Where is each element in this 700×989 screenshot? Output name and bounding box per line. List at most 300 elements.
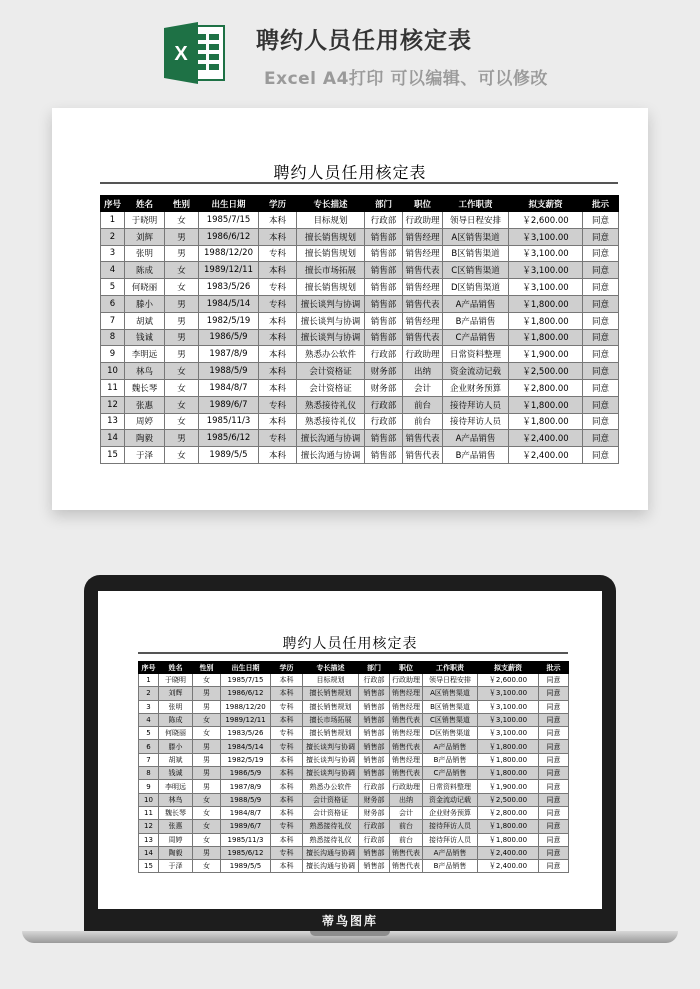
table-cell: 专科 (259, 396, 297, 413)
table-cell: 同意 (583, 430, 619, 447)
table-cell: 1988/5/9 (221, 793, 271, 806)
table-cell: 销售代表 (403, 329, 443, 346)
table-cell: 1983/5/26 (199, 279, 259, 296)
table-cell: ￥2,600.00 (478, 674, 539, 687)
column-header: 批示 (539, 662, 569, 674)
table-cell: 同意 (539, 700, 569, 713)
table-cell: 会计资格证 (297, 363, 365, 380)
column-header: 姓名 (159, 662, 193, 674)
table-cell: 同意 (583, 413, 619, 430)
table-cell: B产品销售 (443, 447, 509, 464)
table-cell: 销售代表 (403, 295, 443, 312)
table-row (101, 228, 619, 245)
table-cell: 魏长琴 (159, 806, 193, 819)
table-cell: 同意 (583, 346, 619, 363)
table-cell: 1989/5/5 (221, 860, 271, 873)
page-header (0, 0, 700, 100)
table-cell: 12 (101, 396, 125, 413)
table-cell: 销售部 (359, 713, 390, 726)
table-cell: 销售代表 (390, 740, 423, 753)
table-cell: 2 (101, 228, 125, 245)
table-cell: 本科 (259, 212, 297, 229)
table-cell: 男 (165, 329, 199, 346)
table-row (101, 262, 619, 279)
table-cell: 本科 (259, 228, 297, 245)
table-cell: 1985/6/12 (199, 430, 259, 447)
table-cell: 1983/5/26 (221, 727, 271, 740)
table-cell: 擅长沟通与协调 (303, 846, 359, 859)
column-header: 性别 (193, 662, 221, 674)
table-cell: 接待拜访人员 (443, 396, 509, 413)
table-cell: 销售部 (365, 295, 403, 312)
table-cell: 本科 (259, 413, 297, 430)
table-cell: 1987/8/9 (199, 346, 259, 363)
table-cell: 同意 (583, 447, 619, 464)
table-cell: 专科 (259, 245, 297, 262)
table-cell: 会计资格证 (297, 379, 365, 396)
table-row (101, 346, 619, 363)
table-cell: 女 (165, 447, 199, 464)
table-cell: 擅长销售规划 (303, 687, 359, 700)
table-cell: B产品销售 (443, 312, 509, 329)
table-cell: 同意 (539, 833, 569, 846)
table-cell: 1989/6/7 (199, 396, 259, 413)
table-cell: 出纳 (390, 793, 423, 806)
column-header: 拟支薪资 (509, 196, 583, 212)
table-cell: ￥3,100.00 (478, 713, 539, 726)
table-cell: 专科 (259, 279, 297, 296)
table-cell: 本科 (259, 379, 297, 396)
table-cell: 销售经理 (403, 279, 443, 296)
table-cell: 13 (139, 833, 159, 846)
table-cell: 销售部 (365, 430, 403, 447)
table-cell: 张惠 (159, 820, 193, 833)
table-cell: 销售代表 (403, 262, 443, 279)
table-cell: 同意 (539, 820, 569, 833)
table-cell: 同意 (539, 846, 569, 859)
table-cell: 同意 (583, 396, 619, 413)
table-cell: 销售经理 (390, 700, 423, 713)
table-cell: 1989/5/5 (199, 447, 259, 464)
column-header: 序号 (139, 662, 159, 674)
table-cell: ￥1,800.00 (478, 820, 539, 833)
column-header: 职位 (390, 662, 423, 674)
table-row (139, 727, 569, 740)
brand-label: 蒂鸟图库 (321, 914, 378, 928)
table-cell: 专科 (271, 700, 303, 713)
table-cell: 男 (193, 767, 221, 780)
table-cell: 同意 (539, 713, 569, 726)
table-cell: 擅长销售规划 (303, 700, 359, 713)
table-cell: 同意 (583, 329, 619, 346)
table-cell: 擅长销售规划 (303, 727, 359, 740)
table-cell: 目标规划 (303, 674, 359, 687)
table-cell: 目标规划 (297, 212, 365, 229)
table-cell: 本科 (271, 793, 303, 806)
table-cell: ￥2,500.00 (478, 793, 539, 806)
table-cell: 4 (101, 262, 125, 279)
table-cell: 张明 (125, 245, 165, 262)
table-cell: 10 (101, 363, 125, 380)
table-cell: B区销售渠道 (443, 245, 509, 262)
table-cell: 同意 (539, 806, 569, 819)
table-cell: 14 (101, 430, 125, 447)
table-cell: ￥3,100.00 (509, 228, 583, 245)
table-cell: 行政部 (365, 413, 403, 430)
table-cell: 销售代表 (403, 430, 443, 447)
table-cell: 销售经理 (403, 245, 443, 262)
table-cell: 于泽 (125, 447, 165, 464)
table-row (101, 413, 619, 430)
table-cell: 1984/5/14 (221, 740, 271, 753)
table-cell: D区销售渠道 (423, 727, 478, 740)
table-row (101, 295, 619, 312)
table-cell: 7 (139, 753, 159, 766)
table-cell: 男 (193, 780, 221, 793)
table-cell: 本科 (271, 780, 303, 793)
column-header: 出生日期 (221, 662, 271, 674)
table-cell: 同意 (583, 379, 619, 396)
table-cell: 于晓明 (159, 674, 193, 687)
table-cell: 企业财务预算 (443, 379, 509, 396)
table-cell: 1986/5/9 (199, 329, 259, 346)
table-cell: 专科 (271, 740, 303, 753)
column-header: 性别 (165, 196, 199, 212)
column-header: 工作职责 (443, 196, 509, 212)
table-cell: 胡斌 (125, 312, 165, 329)
table-row (139, 793, 569, 806)
screen-table-body (139, 674, 569, 873)
table-cell: 1989/12/11 (199, 262, 259, 279)
table-row (139, 687, 569, 700)
table-cell: 10 (139, 793, 159, 806)
table-cell: 同意 (539, 793, 569, 806)
table-cell: 出纳 (403, 363, 443, 380)
table-row (139, 753, 569, 766)
table-cell: ￥3,100.00 (478, 687, 539, 700)
table-cell: 行政助理 (390, 674, 423, 687)
table-row (139, 820, 569, 833)
table-cell: 同意 (583, 212, 619, 229)
table-cell: 擅长谈判与协调 (303, 740, 359, 753)
table-cell: 11 (101, 379, 125, 396)
table-cell: 本科 (271, 860, 303, 873)
header-subtitle: Excel A4打印 可以编辑、可以修改 (264, 69, 548, 89)
column-header: 职位 (403, 196, 443, 212)
table-cell: ￥1,800.00 (509, 295, 583, 312)
table-cell: 本科 (259, 262, 297, 279)
table-cell: 1985/6/12 (221, 846, 271, 859)
table-cell: 1987/8/9 (221, 780, 271, 793)
table-cell: 女 (165, 279, 199, 296)
table-cell: 陶毅 (125, 430, 165, 447)
table-cell: 专科 (259, 295, 297, 312)
table-cell: 1985/7/15 (221, 674, 271, 687)
table-cell: 擅长沟通与协调 (297, 447, 365, 464)
table-cell: 专科 (271, 846, 303, 859)
table-cell: 专科 (271, 820, 303, 833)
table-cell: A产品销售 (423, 740, 478, 753)
table-cell: ￥3,100.00 (478, 727, 539, 740)
table-cell: 熟悉接待礼仪 (297, 413, 365, 430)
table-cell: 擅长谈判与协调 (297, 295, 365, 312)
table-cell: 林鸟 (125, 363, 165, 380)
table-cell: 本科 (259, 447, 297, 464)
table-cell: 12 (139, 820, 159, 833)
table-cell: 本科 (271, 674, 303, 687)
spreadsheet-preview (52, 108, 648, 510)
table-cell: ￥1,900.00 (509, 346, 583, 363)
table-cell: 会计资格证 (303, 806, 359, 819)
table-cell: ￥1,800.00 (509, 329, 583, 346)
table-cell: 本科 (271, 753, 303, 766)
column-header: 专长描述 (303, 662, 359, 674)
table-cell: 销售经理 (403, 228, 443, 245)
table-cell: 1985/11/3 (221, 833, 271, 846)
table-cell: 同意 (539, 860, 569, 873)
table-cell: ￥2,800.00 (478, 806, 539, 819)
table-cell: D区销售渠道 (443, 279, 509, 296)
table-row (139, 806, 569, 819)
table-cell: C区销售渠道 (423, 713, 478, 726)
table-row (139, 674, 569, 687)
screen-table-header-row (139, 662, 569, 674)
table-row (101, 430, 619, 447)
table-cell: 本科 (259, 312, 297, 329)
table-cell: 同意 (539, 687, 569, 700)
table-cell: 行政部 (359, 674, 390, 687)
table-cell: 女 (193, 674, 221, 687)
table-cell: 同意 (583, 228, 619, 245)
table-cell: 前台 (390, 833, 423, 846)
table-cell: 男 (193, 846, 221, 859)
table-cell: 李明远 (125, 346, 165, 363)
table-cell: 财务部 (365, 363, 403, 380)
table-cell: 销售部 (359, 846, 390, 859)
table-cell: 熟悉办公软件 (297, 346, 365, 363)
table-cell: ￥2,600.00 (509, 212, 583, 229)
table-row (139, 846, 569, 859)
column-header: 序号 (101, 196, 125, 212)
table-cell: 女 (165, 413, 199, 430)
table-cell: ￥3,100.00 (509, 279, 583, 296)
table-cell: 熟悉接待礼仪 (297, 396, 365, 413)
table-cell: 行政助理 (390, 780, 423, 793)
table-cell: 前台 (390, 820, 423, 833)
table-cell: 本科 (259, 363, 297, 380)
table-cell: 行政部 (359, 820, 390, 833)
table-cell: 于泽 (159, 860, 193, 873)
table-row (101, 363, 619, 380)
table-cell: 1 (139, 674, 159, 687)
table-cell: ￥1,800.00 (478, 740, 539, 753)
table-cell: 财务部 (359, 806, 390, 819)
table-cell: 9 (139, 780, 159, 793)
screen-sheet-title: 聘约人员任用核定表 (282, 636, 418, 652)
table-cell: 5 (139, 727, 159, 740)
table-cell: 于晓明 (125, 212, 165, 229)
table-cell: 同意 (583, 312, 619, 329)
table-cell: 1984/8/7 (221, 806, 271, 819)
table-cell: A产品销售 (443, 295, 509, 312)
table-cell: 周婷 (159, 833, 193, 846)
table-cell: B产品销售 (423, 860, 478, 873)
table-cell: 男 (165, 430, 199, 447)
table-cell: 1982/5/19 (221, 753, 271, 766)
table-cell: 本科 (271, 713, 303, 726)
table-cell: 销售经理 (390, 753, 423, 766)
table-cell: 14 (139, 846, 159, 859)
table-cell: 销售部 (359, 860, 390, 873)
table-cell: 9 (101, 346, 125, 363)
table-cell: 本科 (259, 346, 297, 363)
header-title: 聘约人员任用核定表 (256, 28, 472, 54)
table-cell: 财务部 (359, 793, 390, 806)
table-cell: 销售代表 (390, 860, 423, 873)
table-row (139, 700, 569, 713)
column-header: 学历 (259, 196, 297, 212)
table-cell: 3 (101, 245, 125, 262)
table-cell: A产品销售 (443, 430, 509, 447)
column-header: 批示 (583, 196, 619, 212)
table-cell: 1989/6/7 (221, 820, 271, 833)
table-cell: 同意 (539, 767, 569, 780)
table-cell: 销售部 (359, 753, 390, 766)
table-cell: 男 (165, 228, 199, 245)
table-cell: 本科 (271, 767, 303, 780)
table-cell: 同意 (583, 262, 619, 279)
table-cell: 专科 (259, 430, 297, 447)
table-cell: 周婷 (125, 413, 165, 430)
table-cell: 擅长谈判与协调 (297, 312, 365, 329)
table-row (101, 329, 619, 346)
table-cell: 胡斌 (159, 753, 193, 766)
table-cell: 销售代表 (390, 846, 423, 859)
table-cell: 4 (139, 713, 159, 726)
table-cell: 销售部 (365, 279, 403, 296)
table-cell: C产品销售 (443, 329, 509, 346)
table-row (139, 833, 569, 846)
table-cell: 销售经理 (390, 727, 423, 740)
column-header: 部门 (365, 196, 403, 212)
table-cell: 魏长琴 (125, 379, 165, 396)
table-cell: 15 (139, 860, 159, 873)
screen-title-underline (138, 652, 568, 654)
table-cell: 女 (165, 212, 199, 229)
table-cell: ￥3,100.00 (509, 262, 583, 279)
table-cell: 会计 (403, 379, 443, 396)
table-cell: ￥1,800.00 (509, 413, 583, 430)
table-cell: 行政部 (365, 346, 403, 363)
table-cell: 销售代表 (403, 447, 443, 464)
table-cell: 女 (165, 363, 199, 380)
table-cell: 陈成 (159, 713, 193, 726)
table-cell: 日常资料整理 (423, 780, 478, 793)
table-cell: C区销售渠道 (443, 262, 509, 279)
table-cell: 擅长销售规划 (297, 245, 365, 262)
table-cell: 女 (193, 833, 221, 846)
table-cell: 1986/6/12 (221, 687, 271, 700)
table-cell: ￥2,400.00 (478, 846, 539, 859)
table-cell: 男 (165, 312, 199, 329)
table-cell: 3 (139, 700, 159, 713)
table-cell: 销售经理 (403, 312, 443, 329)
table-cell: 7 (101, 312, 125, 329)
table-cell: 擅长谈判与协调 (297, 329, 365, 346)
table-cell: ￥1,800.00 (509, 396, 583, 413)
table-cell: 领导日程安排 (443, 212, 509, 229)
table-cell: 何晓丽 (125, 279, 165, 296)
table-cell: 滕小 (159, 740, 193, 753)
column-header: 部门 (359, 662, 390, 674)
table-cell: 女 (193, 793, 221, 806)
table-cell: 女 (193, 860, 221, 873)
table-cell: 1984/5/14 (199, 295, 259, 312)
table-cell: 女 (193, 727, 221, 740)
table-cell: A区销售渠道 (443, 228, 509, 245)
table-cell: 男 (193, 700, 221, 713)
table-cell: 擅长谈判与协调 (303, 753, 359, 766)
table-cell: 销售部 (359, 767, 390, 780)
svg-text:X: X (174, 43, 188, 65)
table-cell: 擅长销售规划 (297, 279, 365, 296)
table-cell: ￥1,900.00 (478, 780, 539, 793)
table-cell: ￥2,400.00 (509, 430, 583, 447)
table-cell: 行政部 (359, 780, 390, 793)
table-cell: 张惠 (125, 396, 165, 413)
table-cell: 林鸟 (159, 793, 193, 806)
table-cell: 女 (193, 806, 221, 819)
column-header: 工作职责 (423, 662, 478, 674)
table-cell: 钱诚 (125, 329, 165, 346)
table-cell: 企业财务预算 (423, 806, 478, 819)
table-cell: 刘辉 (125, 228, 165, 245)
table-cell: 行政部 (365, 212, 403, 229)
table-row (101, 379, 619, 396)
table-cell: ￥1,800.00 (478, 767, 539, 780)
table-cell: 8 (139, 767, 159, 780)
table-cell: 熟悉接待礼仪 (303, 820, 359, 833)
table-cell: 男 (165, 346, 199, 363)
table-cell: 销售代表 (390, 713, 423, 726)
column-header: 专长描述 (297, 196, 365, 212)
table-cell: 1985/7/15 (199, 212, 259, 229)
table-cell: 销售部 (365, 245, 403, 262)
table-cell: 销售部 (359, 740, 390, 753)
table-row (139, 713, 569, 726)
table-cell: 本科 (271, 806, 303, 819)
table-cell: 1988/12/20 (199, 245, 259, 262)
table-cell: 行政助理 (403, 212, 443, 229)
table-cell: 同意 (539, 740, 569, 753)
table-cell: 领导日程安排 (423, 674, 478, 687)
table-cell: 1984/8/7 (199, 379, 259, 396)
table-row (101, 212, 619, 229)
table-cell: 资金流动记载 (423, 793, 478, 806)
table-cell: 1989/12/11 (221, 713, 271, 726)
table-cell: 男 (193, 740, 221, 753)
table-cell: 钱诚 (159, 767, 193, 780)
table-cell: 1988/12/20 (221, 700, 271, 713)
table-cell: 熟悉办公软件 (303, 780, 359, 793)
table-cell: 张明 (159, 700, 193, 713)
table-cell: 男 (165, 295, 199, 312)
table-row (101, 279, 619, 296)
table-cell: 销售部 (359, 700, 390, 713)
table-cell: 本科 (259, 329, 297, 346)
table-cell: 男 (193, 687, 221, 700)
table-cell: 销售部 (365, 312, 403, 329)
